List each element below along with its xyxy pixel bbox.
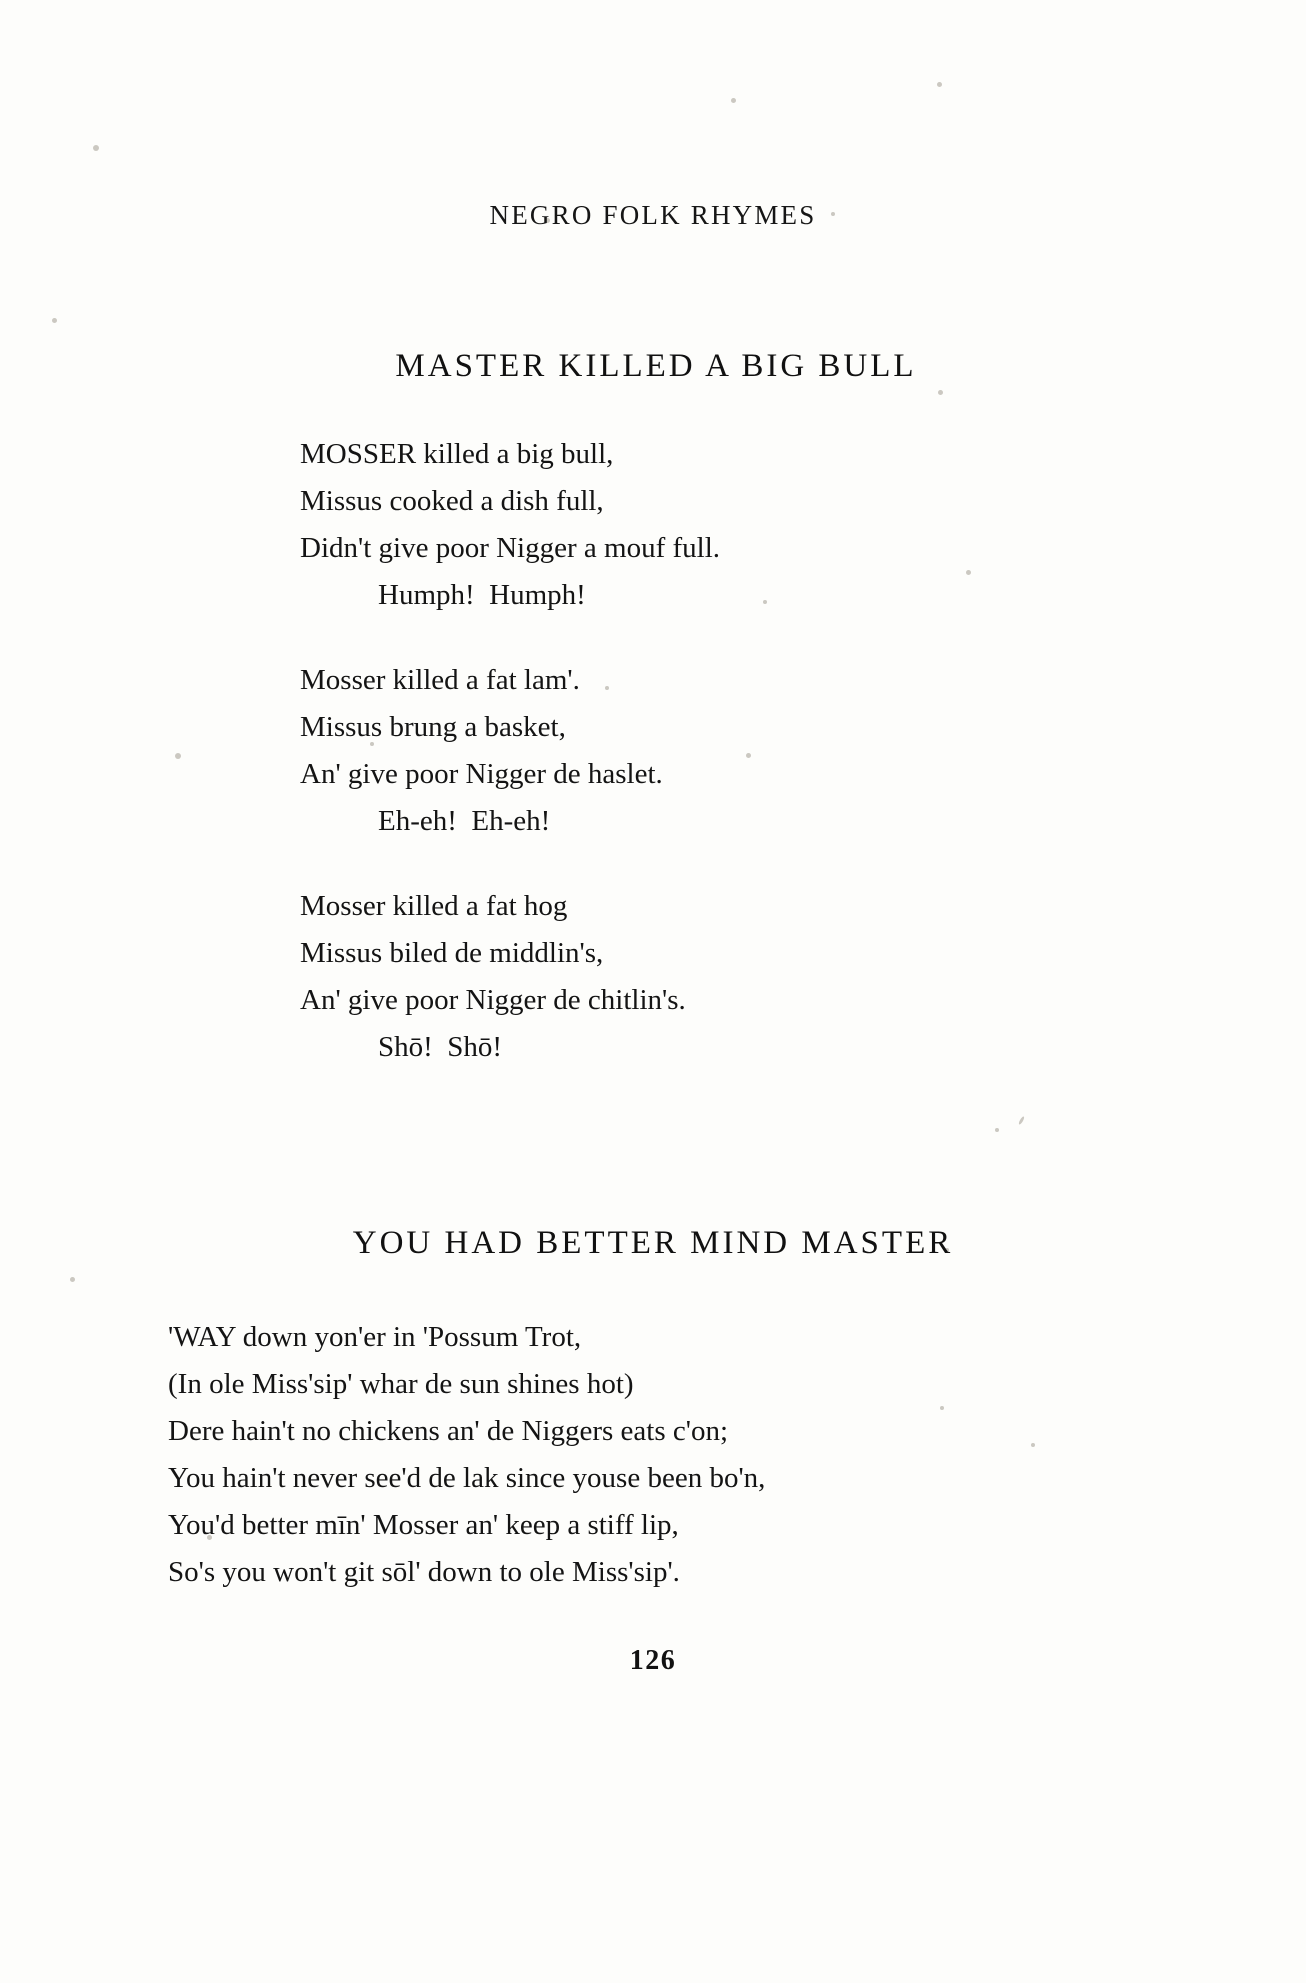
poem-you-had-better-mind-master bbox=[0, 1225, 1306, 1596]
poem-line: Missus brung a basket, bbox=[300, 711, 566, 743]
poem-line: 'WAY down yon'er in 'Possum Trot, bbox=[168, 1321, 582, 1353]
scan-speck bbox=[93, 145, 99, 151]
running-head: NEGRO FOLK RHYMES bbox=[489, 200, 817, 230]
scan-speck bbox=[731, 98, 736, 103]
stanza bbox=[168, 1314, 1306, 1596]
poem-line: You'd better mīn' Mosser an' keep a stiff lip, bbox=[168, 1509, 679, 1541]
poem-line: You hain't never see'd de lak since youse been bo'n, bbox=[168, 1462, 766, 1494]
poem-line: Mosser killed a fat lam'. bbox=[300, 664, 580, 696]
poem-line: Eh-eh! Eh-eh! bbox=[378, 805, 551, 837]
poem-body bbox=[0, 431, 1306, 1071]
poem-line: Humph! Humph! bbox=[378, 579, 586, 611]
scan-speck bbox=[52, 318, 57, 323]
scan-speck bbox=[1018, 1116, 1025, 1125]
stanza bbox=[300, 883, 1306, 1071]
poem-line: (In ole Miss'sip' whar de sun shines hot) bbox=[168, 1368, 634, 1400]
scan-speck bbox=[937, 82, 942, 87]
poem-line: MOSSER killed a big bull, bbox=[300, 438, 614, 470]
poem-line: An' give poor Nigger de chitlin's. bbox=[300, 984, 686, 1016]
poem-body bbox=[0, 1314, 1306, 1596]
poem-line: An' give poor Nigger de haslet. bbox=[300, 758, 663, 790]
poem-line: Dere hain't no chickens an' de Niggers eats c'on; bbox=[168, 1415, 729, 1447]
scan-speck bbox=[995, 1128, 999, 1132]
poem-line: Missus cooked a dish full, bbox=[300, 485, 604, 517]
poem-title: MASTER KILLED A BIG BULL bbox=[395, 348, 917, 384]
poem-line: Missus biled de middlin's, bbox=[300, 937, 604, 969]
poem-line: Didn't give poor Nigger a mouf full. bbox=[300, 532, 721, 564]
stanza bbox=[300, 657, 1306, 845]
poem-title: YOU HAD BETTER MIND MASTER bbox=[352, 1225, 954, 1261]
poem-line: Shō! Shō! bbox=[378, 1031, 503, 1063]
page-number: 126 bbox=[629, 1645, 677, 1676]
poem-master-killed-a-big-bull bbox=[0, 348, 1306, 1109]
stanza bbox=[300, 431, 1306, 619]
poem-line: Mosser killed a fat hog bbox=[300, 890, 568, 922]
poem-line: So's you won't git sōl' down to ole Miss'sip'. bbox=[168, 1556, 680, 1588]
